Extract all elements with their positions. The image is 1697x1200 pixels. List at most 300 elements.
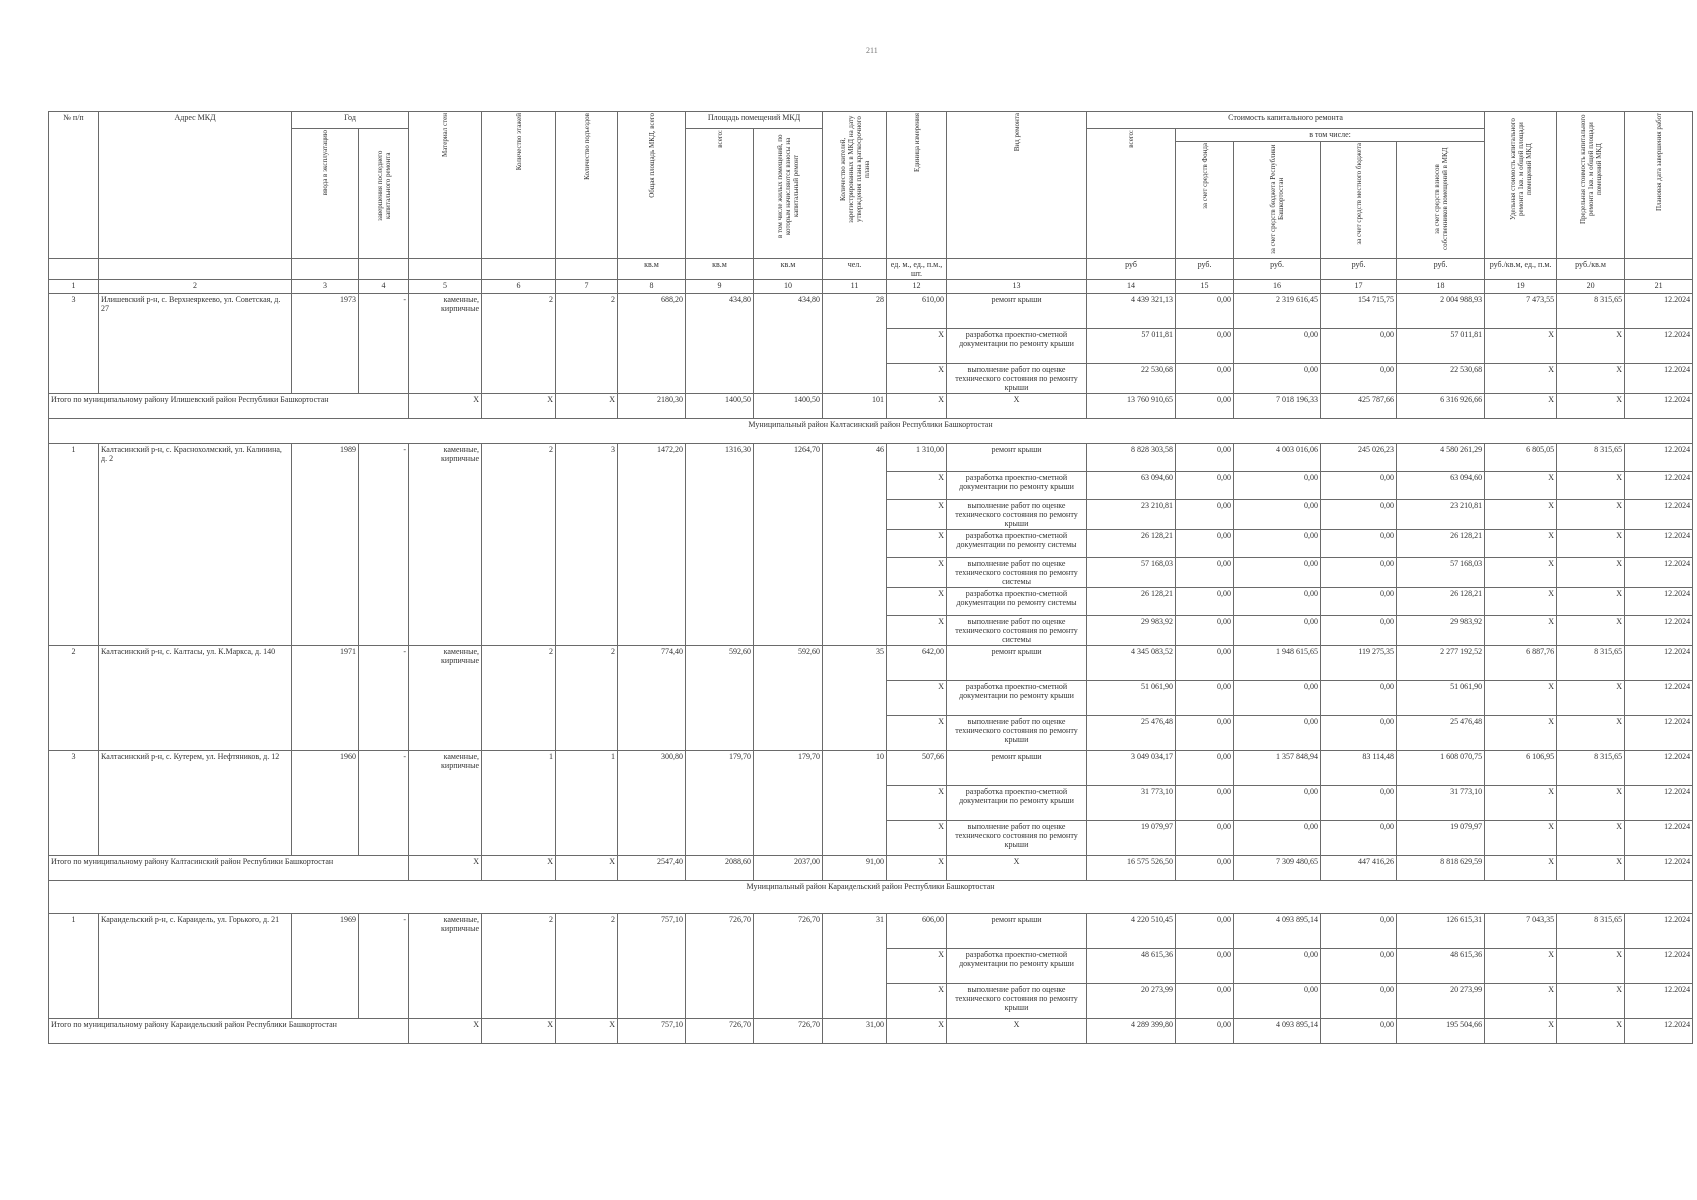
- total-cell: X: [1557, 394, 1625, 419]
- cost-total: 22 530,68: [1087, 364, 1176, 394]
- table-row: [49, 294, 1693, 329]
- total-row: [49, 394, 1693, 419]
- cost-local: 0,00: [1321, 500, 1397, 530]
- capital-repair-plan-table: [48, 111, 1693, 1044]
- total-cell: 101: [823, 394, 887, 419]
- total-cell: 726,70: [754, 1019, 823, 1044]
- cost-local: 0,00: [1321, 472, 1397, 500]
- wall-material: каменные, кирпичные: [409, 646, 482, 751]
- premises-area: 179,70: [686, 751, 754, 856]
- unit-cost: 6 805,05: [1485, 444, 1557, 472]
- cost-owners: 48 615,36: [1397, 949, 1485, 984]
- cost-fund: 0,00: [1176, 984, 1234, 1019]
- total-cell: 12.2024: [1625, 394, 1693, 419]
- residents-count: 10: [823, 751, 887, 856]
- cost-total: 57 011,81: [1087, 329, 1176, 364]
- total-cell: 4 093 895,14: [1234, 1019, 1321, 1044]
- cost-owners: 63 094,60: [1397, 472, 1485, 500]
- cost-republic: 0,00: [1234, 821, 1321, 856]
- unit-cost: 6 106,95: [1485, 751, 1557, 786]
- quantity: X: [887, 949, 947, 984]
- total-cell: 447 416,26: [1321, 856, 1397, 881]
- cost-owners: 4 580 261,29: [1397, 444, 1485, 472]
- col-number: 5: [409, 280, 482, 294]
- deadline: 12.2024: [1625, 472, 1693, 500]
- deadline: 12.2024: [1625, 588, 1693, 616]
- unit-cell: руб.: [1234, 259, 1321, 280]
- quantity: X: [887, 821, 947, 856]
- wall-material: каменные, кирпичные: [409, 444, 482, 646]
- cost-total: 20 273,99: [1087, 984, 1176, 1019]
- cost-fund: 0,00: [1176, 558, 1234, 588]
- total-cell: 6 316 926,66: [1397, 394, 1485, 419]
- max-cost: 8 315,65: [1557, 914, 1625, 949]
- entrances-count: 2: [556, 646, 618, 751]
- quantity: X: [887, 364, 947, 394]
- entrances-count: 2: [556, 914, 618, 1019]
- cost-fund: 0,00: [1176, 914, 1234, 949]
- wall-material: каменные, кирпичные: [409, 751, 482, 856]
- building-address: Калтасинский р-н, с. Краснохолмский, ул. Калинина, д. 2: [99, 444, 292, 646]
- header-repair-type: Вид ремонта: [947, 112, 1087, 259]
- wall-material: каменные, кирпичные: [409, 294, 482, 394]
- unit-cell: руб: [1087, 259, 1176, 280]
- max-cost: X: [1557, 329, 1625, 364]
- year-last-repair: -: [359, 646, 409, 751]
- row-number: 1: [49, 444, 99, 646]
- unit-cell: кв.м: [618, 259, 686, 280]
- row-number: 3: [49, 751, 99, 856]
- cost-republic: 0,00: [1234, 949, 1321, 984]
- total-cell: 425 787,66: [1321, 394, 1397, 419]
- header-premises-total: всего:: [686, 129, 754, 259]
- cost-total: 26 128,21: [1087, 588, 1176, 616]
- unit-cost: X: [1485, 329, 1557, 364]
- quantity: X: [887, 786, 947, 821]
- max-cost: X: [1557, 681, 1625, 716]
- total-cell: 31,00: [823, 1019, 887, 1044]
- repair-type: ремонт крыши: [947, 294, 1087, 329]
- header-total-area: Общая площадь МКД, всего: [618, 112, 686, 259]
- total-cell: 2547,40: [618, 856, 686, 881]
- repair-type: ремонт крыши: [947, 444, 1087, 472]
- total-cell: 757,10: [618, 1019, 686, 1044]
- col-number: 20: [1557, 280, 1625, 294]
- cost-total: 31 773,10: [1087, 786, 1176, 821]
- max-cost: X: [1557, 364, 1625, 394]
- quantity: X: [887, 716, 947, 751]
- residents-count: 35: [823, 646, 887, 751]
- total-cell: X: [409, 856, 482, 881]
- cost-total: 4 439 321,13: [1087, 294, 1176, 329]
- total-cell: X: [887, 394, 947, 419]
- total-row: [49, 1019, 1693, 1044]
- year-last-repair: -: [359, 444, 409, 646]
- premises-paying-area: 726,70: [754, 914, 823, 1019]
- total-cell: X: [1485, 1019, 1557, 1044]
- col-number: 1: [49, 280, 99, 294]
- cost-local: 0,00: [1321, 821, 1397, 856]
- quantity: 642,00: [887, 646, 947, 681]
- cost-local: 0,00: [1321, 949, 1397, 984]
- cost-local: 0,00: [1321, 681, 1397, 716]
- total-cell: X: [1557, 1019, 1625, 1044]
- cost-owners: 29 983,92: [1397, 616, 1485, 646]
- total-cell: X: [482, 856, 556, 881]
- total-area: 688,20: [618, 294, 686, 394]
- col-number: 14: [1087, 280, 1176, 294]
- col-number: 11: [823, 280, 887, 294]
- col-number: 7: [556, 280, 618, 294]
- cost-local: 0,00: [1321, 588, 1397, 616]
- cost-total: 8 828 303,58: [1087, 444, 1176, 472]
- header-no: № п/п: [49, 112, 99, 259]
- total-cell: X: [556, 856, 618, 881]
- total-cell: 0,00: [1321, 1019, 1397, 1044]
- total-cell: 2088,60: [686, 856, 754, 881]
- cost-total: 26 128,21: [1087, 530, 1176, 558]
- header-row-1: [49, 112, 1693, 129]
- entrances-count: 2: [556, 294, 618, 394]
- quantity: X: [887, 472, 947, 500]
- total-cell: 4 289 399,80: [1087, 1019, 1176, 1044]
- total-cell: 2180,30: [618, 394, 686, 419]
- cost-republic: 0,00: [1234, 984, 1321, 1019]
- cost-local: 154 715,75: [1321, 294, 1397, 329]
- cost-owners: 22 530,68: [1397, 364, 1485, 394]
- cost-local: 0,00: [1321, 984, 1397, 1019]
- col-number: 19: [1485, 280, 1557, 294]
- repair-type: ремонт крыши: [947, 646, 1087, 681]
- cost-republic: 2 319 616,45: [1234, 294, 1321, 329]
- total-cell: 0,00: [1176, 394, 1234, 419]
- cost-republic: 0,00: [1234, 681, 1321, 716]
- deadline: 12.2024: [1625, 646, 1693, 681]
- max-cost: X: [1557, 821, 1625, 856]
- repair-type: ремонт крыши: [947, 914, 1087, 949]
- cost-republic: 0,00: [1234, 472, 1321, 500]
- unit-cell: руб./кв.м: [1557, 259, 1625, 280]
- deadline: 12.2024: [1625, 751, 1693, 786]
- repair-type: разработка проектно-сметной документации по ремонту крыши: [947, 949, 1087, 984]
- max-cost: X: [1557, 558, 1625, 588]
- col-number: 13: [947, 280, 1087, 294]
- cost-fund: 0,00: [1176, 751, 1234, 786]
- total-cell: 2037,00: [754, 856, 823, 881]
- total-label: Итого по муниципальному району Илишевский район Республики Башкортостан: [49, 394, 409, 419]
- deadline: 12.2024: [1625, 558, 1693, 588]
- total-cell: 0,00: [1176, 1019, 1234, 1044]
- premises-area: 592,60: [686, 646, 754, 751]
- col-number: 8: [618, 280, 686, 294]
- repair-type: разработка проектно-сметной документации по ремонту крыши: [947, 472, 1087, 500]
- residents-count: 31: [823, 914, 887, 1019]
- floors-count: 2: [482, 914, 556, 1019]
- deadline: 12.2024: [1625, 914, 1693, 949]
- cost-owners: 25 476,48: [1397, 716, 1485, 751]
- cost-total: 3 049 034,17: [1087, 751, 1176, 786]
- total-row: [49, 856, 1693, 881]
- repair-type: ремонт крыши: [947, 751, 1087, 786]
- cost-owners: 23 210,81: [1397, 500, 1485, 530]
- row-number: 2: [49, 646, 99, 751]
- header-floors: Количество этажей: [482, 112, 556, 259]
- col-number: 18: [1397, 280, 1485, 294]
- repair-type: выполнение работ по оценке технического состояния по ремонту крыши: [947, 984, 1087, 1019]
- cost-local: 0,00: [1321, 616, 1397, 646]
- unit-cost: X: [1485, 681, 1557, 716]
- cost-owners: 19 079,97: [1397, 821, 1485, 856]
- header-owners: за счет средств взносов собственников помещений в МКД: [1397, 142, 1485, 259]
- max-cost: X: [1557, 786, 1625, 821]
- unit-cost: 6 887,76: [1485, 646, 1557, 681]
- total-cell: X: [947, 856, 1087, 881]
- total-cell: X: [556, 1019, 618, 1044]
- year-last-repair: -: [359, 751, 409, 856]
- cost-republic: 0,00: [1234, 616, 1321, 646]
- header-republic: за счет средств бюджета Республики Башкортостан: [1234, 142, 1321, 259]
- total-cell: X: [947, 394, 1087, 419]
- cost-republic: 0,00: [1234, 530, 1321, 558]
- cost-fund: 0,00: [1176, 821, 1234, 856]
- units-row: [49, 259, 1693, 280]
- floors-count: 2: [482, 294, 556, 394]
- unit-cell: ед. м., ед., п.м., шт.: [887, 259, 947, 280]
- cost-fund: 0,00: [1176, 500, 1234, 530]
- premises-area: 434,80: [686, 294, 754, 394]
- cost-fund: 0,00: [1176, 472, 1234, 500]
- header-year-commission: ввода в эксплуатацию: [292, 129, 359, 259]
- cost-republic: 0,00: [1234, 558, 1321, 588]
- quantity: X: [887, 616, 947, 646]
- header-residents: Количество жителей, зарегистрированных в МКД на дату утверждения плана краткосрочного плана: [823, 112, 887, 259]
- header-year: Год: [292, 112, 409, 129]
- quantity: X: [887, 329, 947, 364]
- total-cell: X: [1485, 856, 1557, 881]
- deadline: 12.2024: [1625, 329, 1693, 364]
- total-cell: X: [409, 1019, 482, 1044]
- header-incl: в том числе:: [1176, 129, 1485, 142]
- unit-cell: кв.м: [754, 259, 823, 280]
- max-cost: X: [1557, 984, 1625, 1019]
- cost-fund: 0,00: [1176, 646, 1234, 681]
- repair-type: выполнение работ по оценке технического состояния по ремонту крыши: [947, 500, 1087, 530]
- cost-owners: 51 061,90: [1397, 681, 1485, 716]
- cost-fund: 0,00: [1176, 364, 1234, 394]
- max-cost: X: [1557, 588, 1625, 616]
- repair-type: разработка проектно-сметной документации по ремонту крыши: [947, 329, 1087, 364]
- total-area: 774,40: [618, 646, 686, 751]
- unit-cell: руб.: [1321, 259, 1397, 280]
- year-commission: 1969: [292, 914, 359, 1019]
- cost-owners: 1 608 070,75: [1397, 751, 1485, 786]
- cost-republic: 0,00: [1234, 500, 1321, 530]
- cost-fund: 0,00: [1176, 588, 1234, 616]
- total-cell: 8 818 629,59: [1397, 856, 1485, 881]
- wall-material: каменные, кирпичные: [409, 914, 482, 1019]
- cost-owners: 20 273,99: [1397, 984, 1485, 1019]
- cost-total: 29 983,92: [1087, 616, 1176, 646]
- deadline: 12.2024: [1625, 949, 1693, 984]
- quantity: X: [887, 984, 947, 1019]
- max-cost: X: [1557, 472, 1625, 500]
- total-cell: 1400,50: [686, 394, 754, 419]
- residents-count: 46: [823, 444, 887, 646]
- col-number: 6: [482, 280, 556, 294]
- header-cost-total: всего:: [1087, 129, 1176, 259]
- unit-cell: руб./кв.м, ед., п.м.: [1485, 259, 1557, 280]
- unit-cost: X: [1485, 530, 1557, 558]
- col-number: 9: [686, 280, 754, 294]
- quantity: X: [887, 530, 947, 558]
- repair-type: разработка проектно-сметной документации по ремонту крыши: [947, 681, 1087, 716]
- total-cell: 1400,50: [754, 394, 823, 419]
- cost-owners: 57 168,03: [1397, 558, 1485, 588]
- repair-type: разработка проектно-сметной документации по ремонту системы: [947, 588, 1087, 616]
- quantity: 1 310,00: [887, 444, 947, 472]
- unit-cost: 7 043,35: [1485, 914, 1557, 949]
- header-entrances: Количество подъездов: [556, 112, 618, 259]
- section-title: Муниципальный район Караидельский район Республики Башкортостан: [49, 881, 1693, 914]
- repair-type: разработка проектно-сметной документации по ремонту системы: [947, 530, 1087, 558]
- building-address: Караидельский р-н, с. Караидель, ул. Горького, д. 21: [99, 914, 292, 1019]
- col-number: 4: [359, 280, 409, 294]
- cost-republic: 4 093 895,14: [1234, 914, 1321, 949]
- cost-local: 0,00: [1321, 558, 1397, 588]
- deadline: 12.2024: [1625, 294, 1693, 329]
- total-area: 1472,20: [618, 444, 686, 646]
- cost-fund: 0,00: [1176, 786, 1234, 821]
- cost-fund: 0,00: [1176, 616, 1234, 646]
- header-address: Адрес МКД: [99, 112, 292, 259]
- cost-total: 57 168,03: [1087, 558, 1176, 588]
- quantity: X: [887, 500, 947, 530]
- cost-total: 48 615,36: [1087, 949, 1176, 984]
- total-cell: X: [1485, 394, 1557, 419]
- header-premises-paying: в том числе жилых помещений, по которым начисляются взносы на капитальный ремонт: [754, 129, 823, 259]
- year-commission: 1971: [292, 646, 359, 751]
- building-address: Калтасинский р-н, с. Калтасы, ул. К.Маркса, д. 140: [99, 646, 292, 751]
- unit-cost: X: [1485, 588, 1557, 616]
- row-number: 3: [49, 294, 99, 394]
- section-title: Муниципальный район Калтасинский район Республики Башкортостан: [49, 419, 1693, 444]
- deadline: 12.2024: [1625, 681, 1693, 716]
- year-commission: 1960: [292, 751, 359, 856]
- deadline: 12.2024: [1625, 716, 1693, 751]
- cost-total: 23 210,81: [1087, 500, 1176, 530]
- unit-cell: чел.: [823, 259, 887, 280]
- building-address: Илишевский р-н, с. Верхнеяркеево, ул. Советская, д. 27: [99, 294, 292, 394]
- col-number: 16: [1234, 280, 1321, 294]
- max-cost: X: [1557, 530, 1625, 558]
- total-cell: 13 760 910,65: [1087, 394, 1176, 419]
- total-cell: X: [482, 394, 556, 419]
- total-cell: X: [482, 1019, 556, 1044]
- deadline: 12.2024: [1625, 500, 1693, 530]
- max-cost: X: [1557, 949, 1625, 984]
- premises-area: 726,70: [686, 914, 754, 1019]
- deadline: 12.2024: [1625, 786, 1693, 821]
- repair-type: выполнение работ по оценке технического состояния по ремонту крыши: [947, 821, 1087, 856]
- col-number: 21: [1625, 280, 1693, 294]
- total-cell: 12.2024: [1625, 856, 1693, 881]
- floors-count: 2: [482, 646, 556, 751]
- cost-total: 19 079,97: [1087, 821, 1176, 856]
- cost-local: 0,00: [1321, 716, 1397, 751]
- cost-republic: 0,00: [1234, 716, 1321, 751]
- quantity: 610,00: [887, 294, 947, 329]
- cost-local: 119 275,35: [1321, 646, 1397, 681]
- year-last-repair: -: [359, 294, 409, 394]
- table-row: [49, 914, 1693, 949]
- entrances-count: 3: [556, 444, 618, 646]
- col-number: 10: [754, 280, 823, 294]
- cost-local: 0,00: [1321, 364, 1397, 394]
- unit-cost: X: [1485, 500, 1557, 530]
- total-cell: X: [887, 856, 947, 881]
- table-row: [49, 444, 1693, 472]
- premises-paying-area: 1264,70: [754, 444, 823, 646]
- col-number: 3: [292, 280, 359, 294]
- header-fund: за счет средств Фонда: [1176, 142, 1234, 259]
- header-year-last-repair: завершения последнего капитального ремонта: [359, 129, 409, 259]
- deadline: 12.2024: [1625, 530, 1693, 558]
- unit-cost: X: [1485, 821, 1557, 856]
- cost-owners: 126 615,31: [1397, 914, 1485, 949]
- quantity: 606,00: [887, 914, 947, 949]
- cost-total: 51 061,90: [1087, 681, 1176, 716]
- total-label: Итого по муниципальному району Калтасинский район Республики Башкортостан: [49, 856, 409, 881]
- cost-total: 25 476,48: [1087, 716, 1176, 751]
- unit-cost: X: [1485, 616, 1557, 646]
- total-cell: X: [556, 394, 618, 419]
- cost-local: 0,00: [1321, 914, 1397, 949]
- cost-local: 0,00: [1321, 530, 1397, 558]
- deadline: 12.2024: [1625, 364, 1693, 394]
- cost-local: 0,00: [1321, 786, 1397, 821]
- cost-fund: 0,00: [1176, 530, 1234, 558]
- total-cell: 91,00: [823, 856, 887, 881]
- repair-type: выполнение работ по оценке технического состояния по ремонту системы: [947, 558, 1087, 588]
- cost-total: 4 345 083,52: [1087, 646, 1176, 681]
- cost-local: 83 114,48: [1321, 751, 1397, 786]
- total-cell: 12.2024: [1625, 1019, 1693, 1044]
- row-number: 1: [49, 914, 99, 1019]
- header-premises: Площадь помещений МКД: [686, 112, 823, 129]
- cost-republic: 0,00: [1234, 588, 1321, 616]
- cost-republic: 0,00: [1234, 786, 1321, 821]
- quantity: X: [887, 588, 947, 616]
- section-row: [49, 419, 1693, 444]
- deadline: 12.2024: [1625, 444, 1693, 472]
- table-row: [49, 646, 1693, 681]
- building-address: Калтасинский р-н, с. Кутерем, ул. Нефтяников, д. 12: [99, 751, 292, 856]
- col-number: 12: [887, 280, 947, 294]
- cost-republic: 1 948 615,65: [1234, 646, 1321, 681]
- total-cell: 0,00: [1176, 856, 1234, 881]
- deadline: 12.2024: [1625, 616, 1693, 646]
- max-cost: X: [1557, 716, 1625, 751]
- repair-type: разработка проектно-сметной документации по ремонту крыши: [947, 786, 1087, 821]
- col-number: 17: [1321, 280, 1397, 294]
- premises-paying-area: 434,80: [754, 294, 823, 394]
- cost-total: 4 220 510,45: [1087, 914, 1176, 949]
- cost-republic: 4 003 016,06: [1234, 444, 1321, 472]
- page-number: 211: [866, 46, 878, 55]
- max-cost: 8 315,65: [1557, 646, 1625, 681]
- premises-paying-area: 179,70: [754, 751, 823, 856]
- header-walls: Материал стен: [409, 112, 482, 259]
